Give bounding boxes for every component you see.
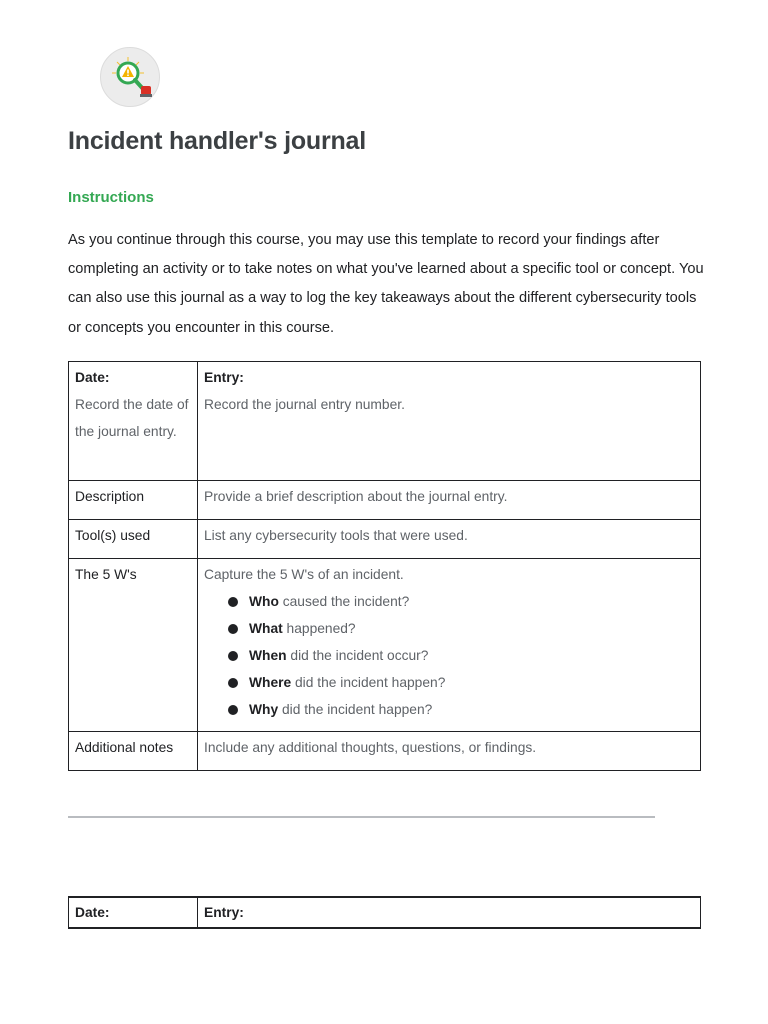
- table-row: [69, 520, 701, 559]
- description-label: Description: [69, 481, 198, 520]
- entry-label: Entry:: [204, 370, 244, 385]
- date-cell[interactable]: [69, 362, 198, 481]
- table-row: [69, 732, 701, 771]
- tools-label: Tool(s) used: [69, 520, 198, 559]
- notes-cell[interactable]: Include any additional thoughts, questions, or findings.: [198, 732, 701, 771]
- list-item: Why did the incident happen?: [228, 696, 694, 723]
- entry-label[interactable]: Entry:: [198, 897, 701, 928]
- entry-cell[interactable]: [198, 362, 701, 481]
- date-hint: Record the date of the journal entry.: [75, 397, 189, 439]
- instructions-text: As you continue through this course, you may use this template to record your findings after completing an activity or to take notes on what you've learned about a specific tool or concept. You can also use this journal as a way to log the key takeaways about the different cybersecurity tools or concepts you encounter in this course.: [68, 232, 704, 336]
- five-ws-hint: Capture the 5 W's of an incident.: [204, 567, 404, 582]
- bullet-icon: [228, 597, 238, 607]
- description-cell[interactable]: Provide a brief description about the journal entry.: [198, 481, 701, 520]
- tools-cell[interactable]: List any cybersecurity tools that were used.: [198, 520, 701, 559]
- journal-entry-table: [68, 361, 701, 771]
- table-row: [69, 362, 701, 481]
- bullet-icon: [228, 678, 238, 688]
- page-title: Incident handler's journal: [68, 127, 367, 155]
- magnifier-warning-icon: [100, 47, 160, 107]
- list-item: When did the incident occur?: [228, 642, 694, 669]
- table-row: [69, 481, 701, 520]
- date-label[interactable]: Date:: [69, 897, 198, 928]
- bullet-icon: [228, 651, 238, 661]
- section-divider: [68, 816, 655, 818]
- list-item: Who caused the incident?: [228, 588, 694, 615]
- date-label: Date:: [75, 370, 110, 385]
- entry-hint: Record the journal entry number.: [204, 397, 405, 412]
- bullet-icon: [228, 705, 238, 715]
- list-item: Where did the incident happen?: [228, 669, 694, 696]
- five-ws-cell[interactable]: [198, 559, 701, 732]
- second-journal-entry-table: [68, 896, 701, 929]
- table-row: [69, 559, 701, 732]
- table-row: [69, 897, 701, 928]
- list-item: What happened?: [228, 615, 694, 642]
- notes-label: Additional notes: [69, 732, 198, 771]
- instructions-heading: Instructions: [68, 189, 154, 206]
- five-ws-list: [204, 588, 694, 723]
- five-ws-label: The 5 W's: [69, 559, 198, 732]
- bullet-icon: [228, 624, 238, 634]
